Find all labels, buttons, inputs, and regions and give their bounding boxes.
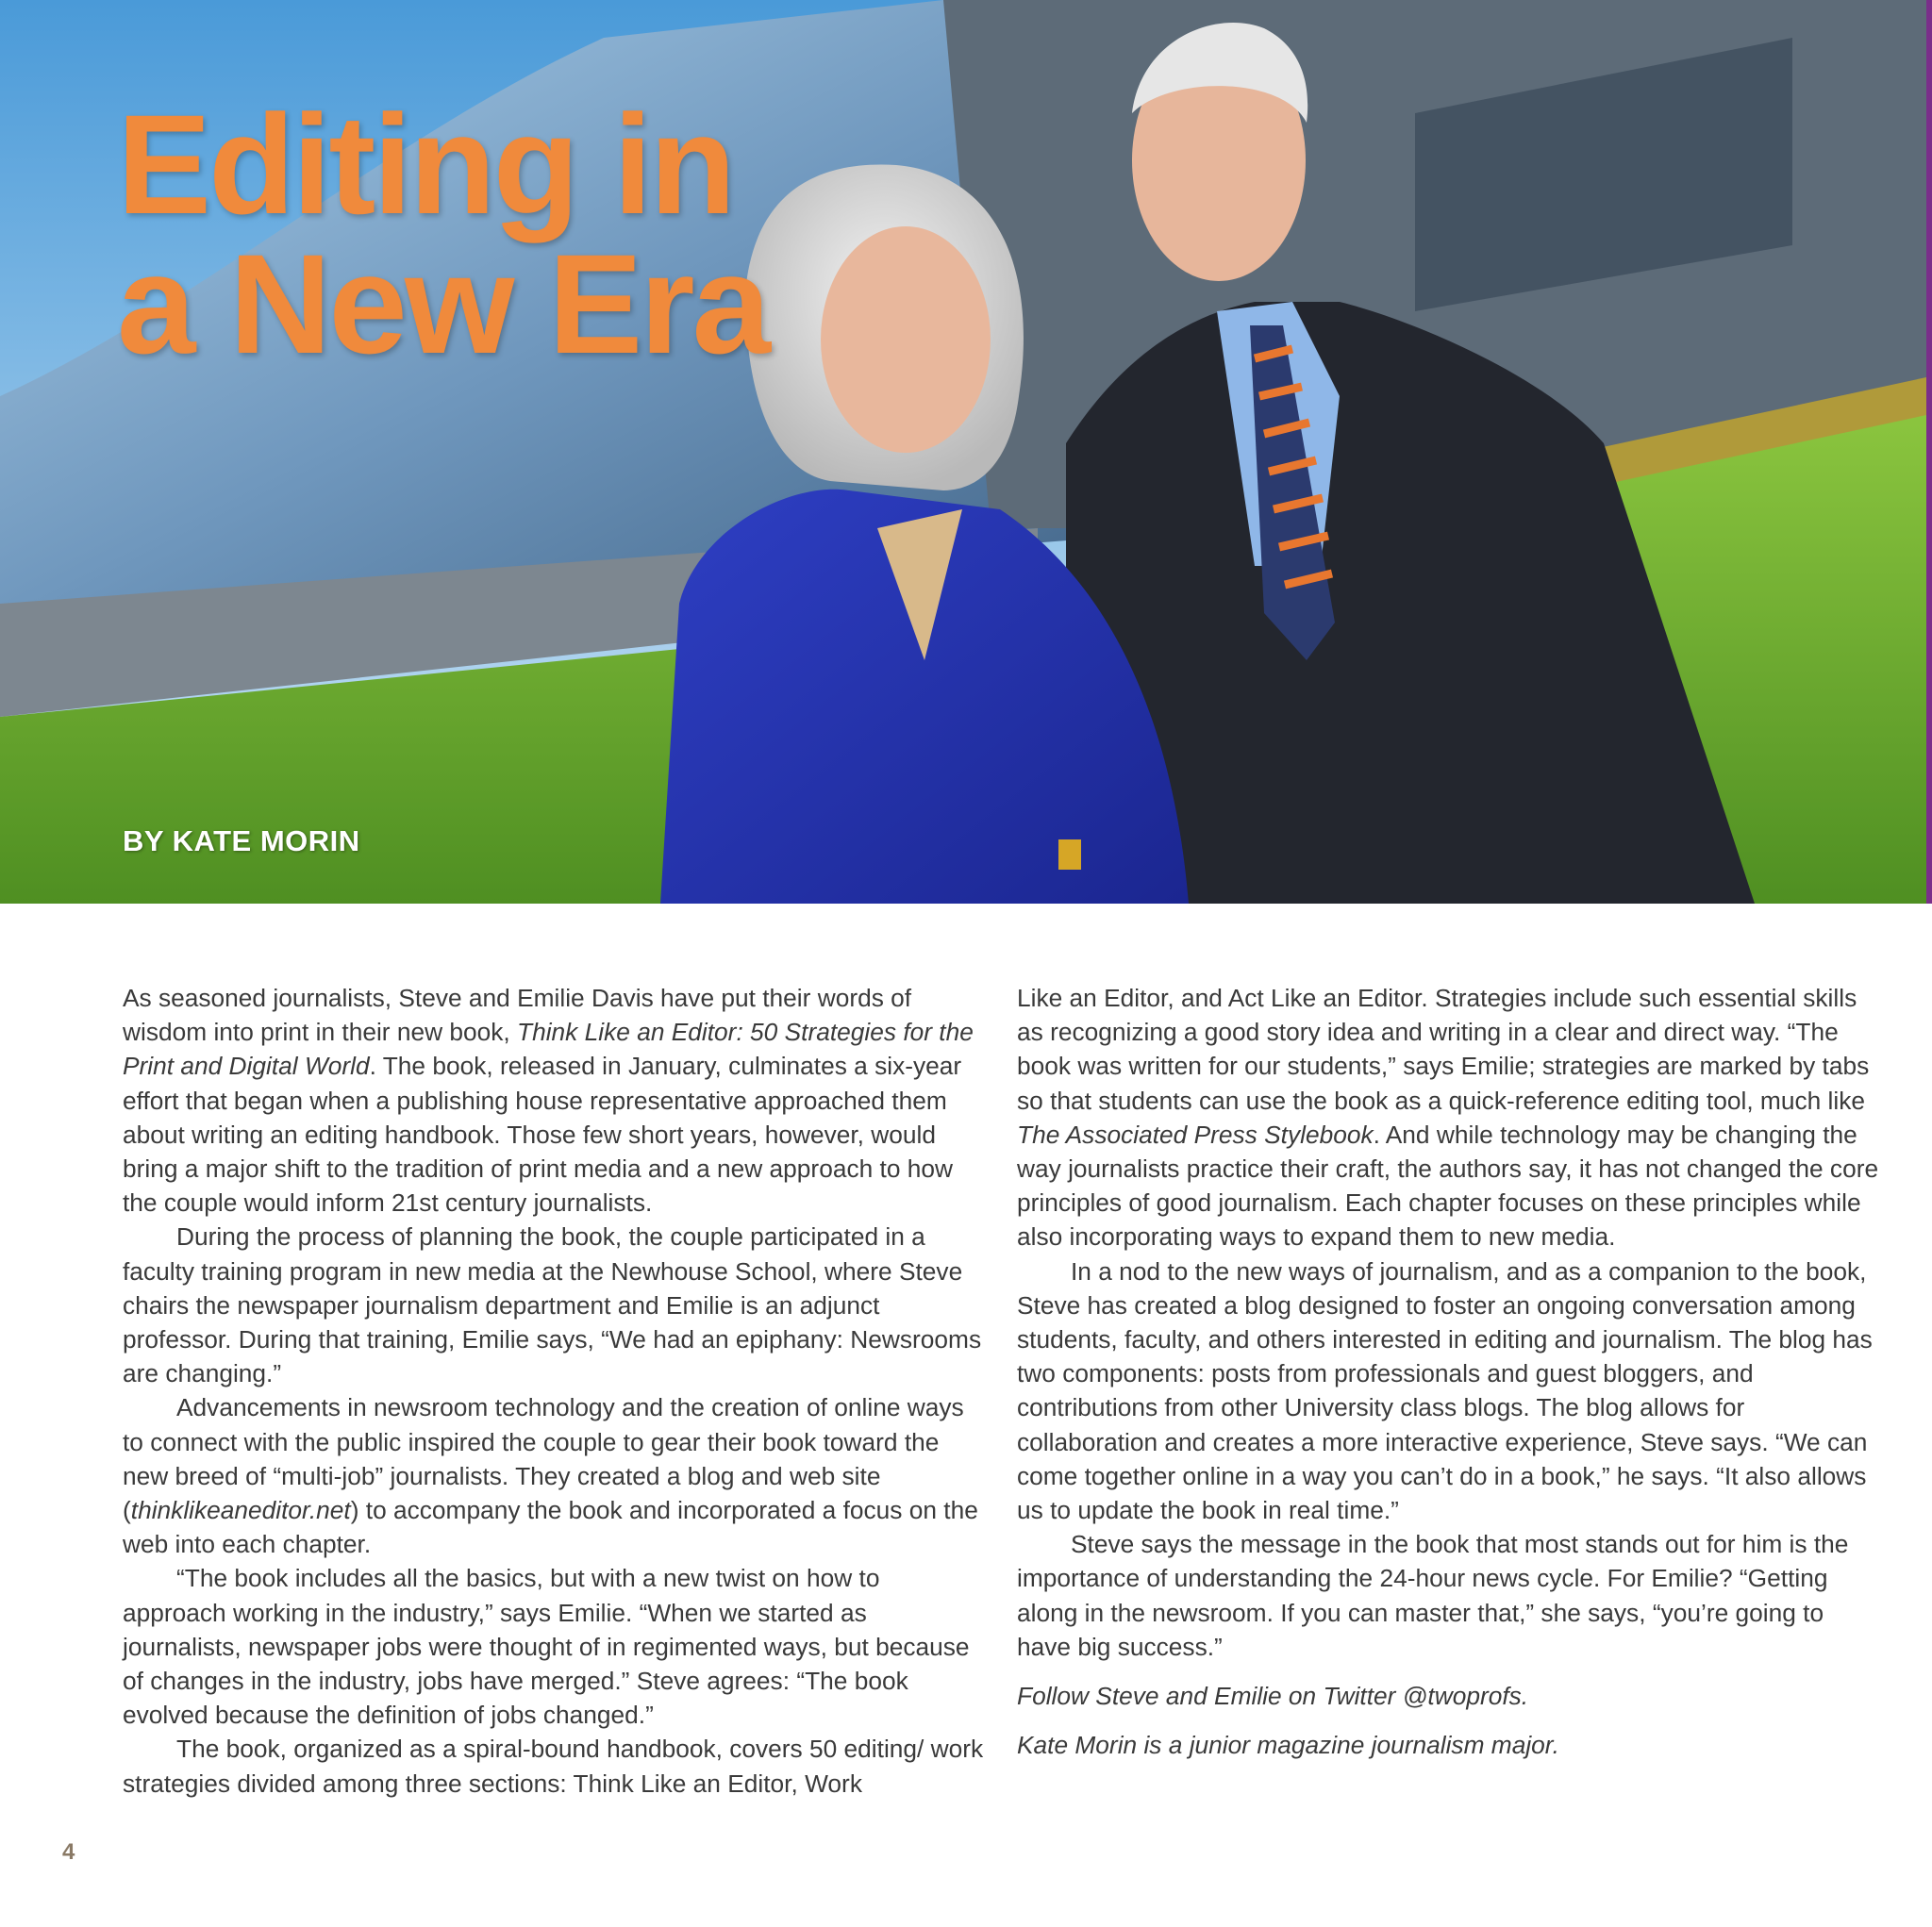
hero-photo — [0, 0, 1926, 904]
author-note: Kate Morin is a junior magazine journalism major. — [1017, 1731, 1559, 1760]
page-number: 4 — [62, 1839, 75, 1865]
twitter-note: Follow Steve and Emilie on Twitter @twoprofs. — [1017, 1682, 1529, 1711]
paragraph: The book, organized as a spiral-bound handbook, covers 50 editing/ work strategies divided among three sections: Think Like an Editor, Work — [123, 1735, 984, 1798]
paragraph: Advancements in newsroom technology and the creation of online ways to connect with the public inspired the couple to gear their book toward the new breed of “multi-job” journalists. They created a blog and web site (thinklikeaneditor.net) to accompany the book and incorporated a focus on the web into each chapter. — [123, 1393, 978, 1559]
headline — [117, 85, 769, 383]
headline-line-2: a New Era — [117, 224, 769, 383]
article-column-right — [1017, 981, 1883, 1762]
paragraph: Like an Editor, and Act Like an Editor. Strategies include such essential skills as recognizing a good story idea and writing in a clear and direct way. “The book was written for our students,” says Emilie; strategies are marked by tabs so that students can use the book as a quick-reference editing tool, much like The Associated Press Stylebook. And while technology may be changing the way journalists practice their craft, the authors say, it has not changed the core principles of good journalism. Each chapter focuses on these principles while also incorporating ways to expand them to new media. — [1017, 984, 1879, 1252]
woman-face — [821, 226, 991, 453]
book-title: Think Like an Editor: 50 Strategies for the Print and Digital World — [123, 1018, 974, 1081]
accent-stripe — [1926, 0, 1932, 904]
byline: BY KATE MORIN — [123, 824, 360, 857]
paragraph: “The book includes all the basics, but with a new twist on how to approach working in the industry,” says Emilie. “When we started as journalists, newspaper jobs were thought of in regimented ways, but because of changes in the industry, jobs have merged.” Steve agrees: “The book evolved because the definition of jobs changed.” — [123, 1564, 970, 1730]
paragraph: During the process of planning the book, the couple participated in a faculty training program in new media at the Newhouse School, where Steve chairs the newspaper journalism department and Emilie is an adjunct professor. During that training, Emilie says, “We had an epiphany: Newsrooms are changing.” — [123, 1222, 982, 1388]
paragraph: As seasoned journalists, Steve and Emilie Davis have put their words of wisdom into print in their new book, Think Like an Editor: 50 Strategies for the Print and Digital World. The book, released in January, culminates a six-year effort that began when a publishing house representative approached them about writing an editing handbook. Those few short years, however, would bring a major shift to the tradition of print media and a new approach to how the couple would inform 21st century journalists. — [123, 984, 974, 1218]
article-column-left — [123, 981, 989, 1801]
website-link[interactable]: thinklikeaneditor.net — [130, 1496, 351, 1525]
paragraph: In a nod to the new ways of journalism, and as a companion to the book, Steve has created a blog designed to foster an ongoing conversation among students, faculty, and others interested in editing and journalism. The blog has two components: posts from professionals and guest bloggers, and contributions from other University class blogs. The blog allows for collaboration and creates a more interactive experience, Steve says. “We can come together online in a way you can’t do in a book,” he says. “It also allows us to update the book in real time.” — [1017, 1256, 1873, 1525]
headline-line-1: Editing in — [117, 85, 734, 243]
paragraph: Steve says the message in the book that most stands out for him is the importance of understanding the 24-hour news cycle. For Emilie? “Getting along in the newsroom. If you can master that,” she says, “you’re going to have big success.” — [1017, 1530, 1849, 1661]
stylebook-title: The Associated Press Stylebook — [1017, 1120, 1374, 1149]
woman-brooch — [1058, 839, 1081, 870]
